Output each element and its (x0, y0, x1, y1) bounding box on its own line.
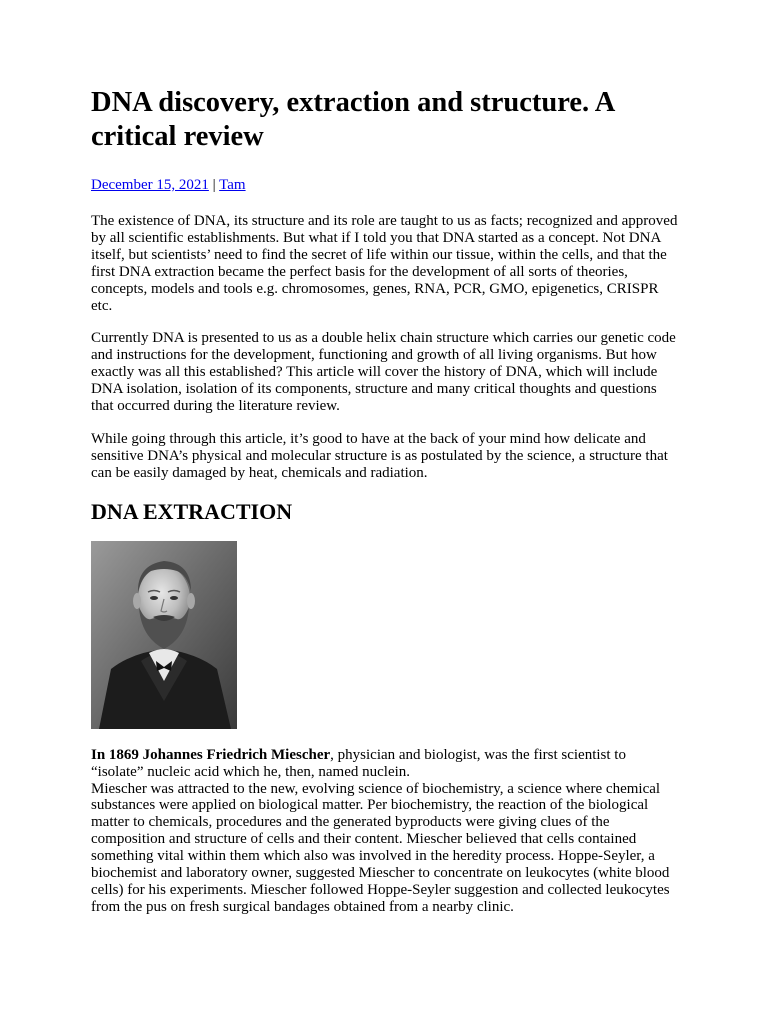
dna-presentation-paragraph: Currently DNA is presented to us as a double helix chain structure which carries our genetic code and instructions for the development, functioning and growth of all living organisms. But how exactly was all this established? This article will cover the history of DNA, which will include DNA isolation, isolation of its components, structure and many critical thoughts and questions that occurred during the literature review. (91, 330, 676, 415)
section-heading: DNA EXTRACTION (91, 498, 293, 524)
miescher-lead-rest: , physician and biologist, was the first scientist to “isolate” nucleic acid which he, then, named nuclein. (91, 746, 626, 780)
date-link[interactable]: December 15, 2021 (91, 177, 209, 193)
article (91, 86, 681, 916)
miescher-bold-lead: In 1869 Johannes Friedrich Miescher (91, 746, 331, 763)
author-link[interactable]: Tam (219, 177, 246, 193)
miescher-body: Miescher was attracted to the new, evolving science of biochemistry, a science where chemical substances were applied on biological matter. Per biochemistry, the reaction of the biological matter to chemicals, procedures and the generated byproducts were giving clues of the composition and structure of cells and their content. Miescher believed that cells contained something vital within them which also was involved in the heredity process. Hoppe-Seyler, a biochemist and laboratory owner, suggested Miescher to concentrate on leukocytes (white blood cells) for his experiments. Miescher followed Hoppe-Seyler suggestion and collected leukocytes from the pus on fresh surgical bandages obtained from a nearby clinic. (91, 780, 670, 915)
miescher-paragraph (91, 747, 681, 916)
dna-fragility-paragraph: While going through this article, it’s good to have at the back of your mind how delicate and sensitive DNA’s physical and molecular structure is as postulated by the science, a structure that can be easily damaged by heat, chemicals and radiation. (91, 430, 668, 481)
meta-separator: | (212, 177, 216, 193)
intro-paragraph: The existence of DNA, its structure and its role are taught to us as facts; recognized and approved by all scientific establishments. But what if I told you that DNA started as a concept. Not DNA itself, but scientists’ need to find the secret of life within our tissue, within the cells, and that the first DNA extraction became the perfect basis for the development of all sorts of theories, concepts, models and tools e.g. chromosomes, genes, RNA, PCR, GMO, epigenetics, CRISPR etc. (91, 213, 678, 314)
miescher-portrait-image (91, 541, 237, 729)
article-title: DNA discovery, extraction and structure. A critical review (91, 87, 614, 152)
article-meta (91, 176, 681, 194)
